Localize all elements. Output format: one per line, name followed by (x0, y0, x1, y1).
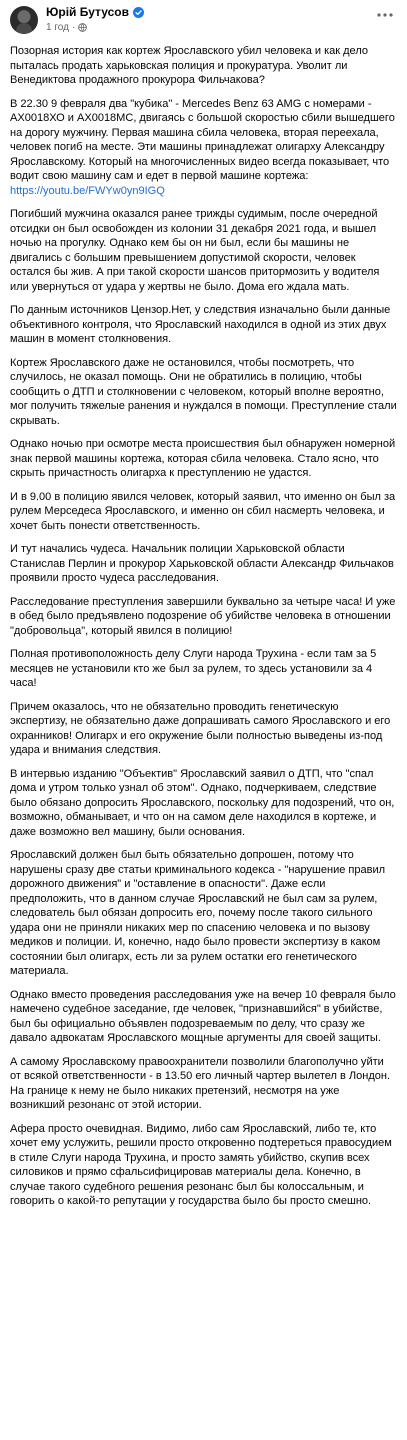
post-meta (46, 22, 87, 33)
paragraph-text: Позорная история как кортеж Ярославского убил человека и как дело пыталась продать харьковская полиция и прокуратура. Уволит ли Венедиктова продажного прокурора Фильчакова? (10, 45, 368, 86)
post-paragraph (10, 1122, 397, 1209)
verified-badge-icon (133, 7, 144, 18)
paragraph-text: Ярославский должен был быть обязательно допрошен, потому что нарушены сразу две статьи криминального кодекса - "нарушение правил дорожного движения" и "оставление в опасности". Даже если предположить, что в данном случае Ярославский не был сам за рулем, следователь был обязан допросить его, почему после такого сильного удара они не приняли никаких мер по спасению человека и по вызову медиков и полиции. И, конечно, надо было провести экспертизу в каком состоянии был олигарх, есть ли за рулем остатки его генетического материала. (10, 849, 386, 977)
author-line (46, 5, 144, 19)
post-paragraph (10, 356, 397, 429)
author-avatar[interactable] (10, 6, 38, 34)
meta-separator: · (71, 22, 76, 33)
post-paragraph (10, 97, 397, 199)
post-paragraph (10, 207, 397, 294)
paragraph-text: Афера просто очевидная. Видимо, либо сам Ярославский, либо те, кто хочет ему услужить, решили просто откровенно подтереться правосудием в стиле Слуги народа Трухина, и просто замять убийство, скупив всех силовиков и прямо сфальсифицировав материалы дела. Конечно, в случае такого судебного решения резонанс был бы колоссальным, и говорить о какой-то репутации у государства было бы просто смешно. (10, 1122, 392, 1207)
post-paragraph (10, 44, 397, 88)
post-paragraph (10, 1055, 397, 1113)
post-paragraph (10, 848, 397, 979)
post-paragraph (10, 437, 397, 481)
paragraph-text: В 22.30 9 февраля два "кубика" - Mercedes Benz 63 AMG с номерами - АХ0018ХО и АХ0018МС, двигаясь с большой скоростью сбили вышедшего на дорогу мужчину. Первая машина сбила человека, вторая переехала, человек погиб на месте. Эти машины принадлежат олигарху Александру Ярославскому. Который на многочисленных видео всегда показывает, что водит свою машину сам и едет в первой машине кортежа: (10, 97, 395, 182)
paragraph-text: Однако ночью при осмотре места происшествия был обнаружен номерной знак первой машины кортежа, которая сбила человека. Стало ясно, что скрыть причастность олигарха к преступлению не удастся. (10, 438, 396, 479)
globe-icon[interactable] (78, 23, 87, 32)
post-paragraph (10, 988, 397, 1046)
paragraph-text: В интервью изданию "Объектив" Ярославский заявил о ДТП, что "спал дома и утром только узнал об этом". Однако, подчеркиваем, следствие было обязано допросить Ярославского, поскольку для подозрений, что он, возможно, обманывает, и что он на самом деле находился в кортеже, и даже возможно вел машину, были основания. (10, 767, 395, 838)
post-header (0, 0, 407, 44)
paragraph-text: Причем оказалось, что не обязательно проводить генетическую экспертизу, не обязательно даже допрашивать самого Ярославского и его охранников! Олигарх и его окружение были полностью выведены из-под удара и внимания следствия. (10, 700, 391, 756)
paragraph-text: Кортеж Ярославского даже не остановился, чтобы посмотреть, что случилось, не оказал помощь. Они не обратились в полицию, чтобы сообщить о ДТП и столкновении с человеком, который вполне вероятно, мог получить тяжелые ранения и нуждался в помощи. Преступление стали скрывать. (10, 356, 397, 427)
post-paragraph (10, 767, 397, 840)
post-paragraph (10, 647, 397, 691)
paragraph-text: И в 9.00 в полицию явился человек, который заявил, что именно он был за рулем Мерседеса Ярославского, и именно он сбил насмерть человека, и хочет быть понести ответственность. (10, 490, 396, 532)
post-paragraph (10, 595, 397, 639)
post-paragraph (10, 542, 397, 586)
paragraph-text: Расследование преступления завершили буквально за четыре часа! И уже в обед было предъявлено подозрение об убийстве человека в отношении "добровольца", который явился в полицию! (10, 595, 396, 637)
paragraph-text: Полная противоположность делу Слуги народа Трухина - если там за 5 месяцев не установили кто же был за рулем, то здесь установили за 4 часа! (10, 648, 377, 689)
post-paragraph (10, 303, 397, 347)
author-name[interactable]: Юрій Бутусов (46, 5, 129, 19)
post-paragraph (10, 700, 397, 758)
more-options-icon[interactable] (375, 10, 395, 20)
paragraph-text: А самому Ярославскому правоохранители позволили благополучно уйти от всякой ответственности - в 13.50 его личный чартер вылетел в Лондон. На границе к нему не было никаких претензий, несмотря на уже возникший резонанс от этой истории. (10, 1055, 390, 1111)
post-paragraph (10, 490, 397, 534)
paragraph-text: По данным источников Цензор.Нет, у следствия изначально были данные объективного контроля, что Ярославский находился в одной из этих двух машин в момент столкновения. (10, 304, 391, 345)
video-link[interactable]: https://youtu.be/FWYw0yn9IGQ (10, 184, 165, 197)
post-body (0, 44, 407, 1209)
paragraph-text: Однако вместо проведения расследования уже на вечер 10 февраля было намечено судебное заседание, где человек, "признавшийся" в убийстве, был бы официально объявлен подозреваемым по делу, что сразу же давало адвокатам Ярославского мощные аргументы для своей защиты. (10, 988, 396, 1044)
paragraph-text: Погибший мужчина оказался ранее трижды судимым, после очередной отсидки он был освобожден из колонии 31 декабря 2021 года, и вышел ночью на прогулку. Однако кем бы он ни был, если бы машины не двигались с большим превышением допустимой скорости, человек остался бы жив. А при такой скорости шансов притормозить у водителя или увернуться от удара у жертвы не было. Дома его ждала мать. (10, 208, 380, 293)
paragraph-text: И тут начались чудеса. Начальник полиции Харьковской области Станислав Перлин и прокурор Харьковской области Александр Фильчаков проявили просто чудеса расследования. (10, 543, 394, 584)
post-timestamp[interactable]: 1 год (46, 22, 69, 33)
